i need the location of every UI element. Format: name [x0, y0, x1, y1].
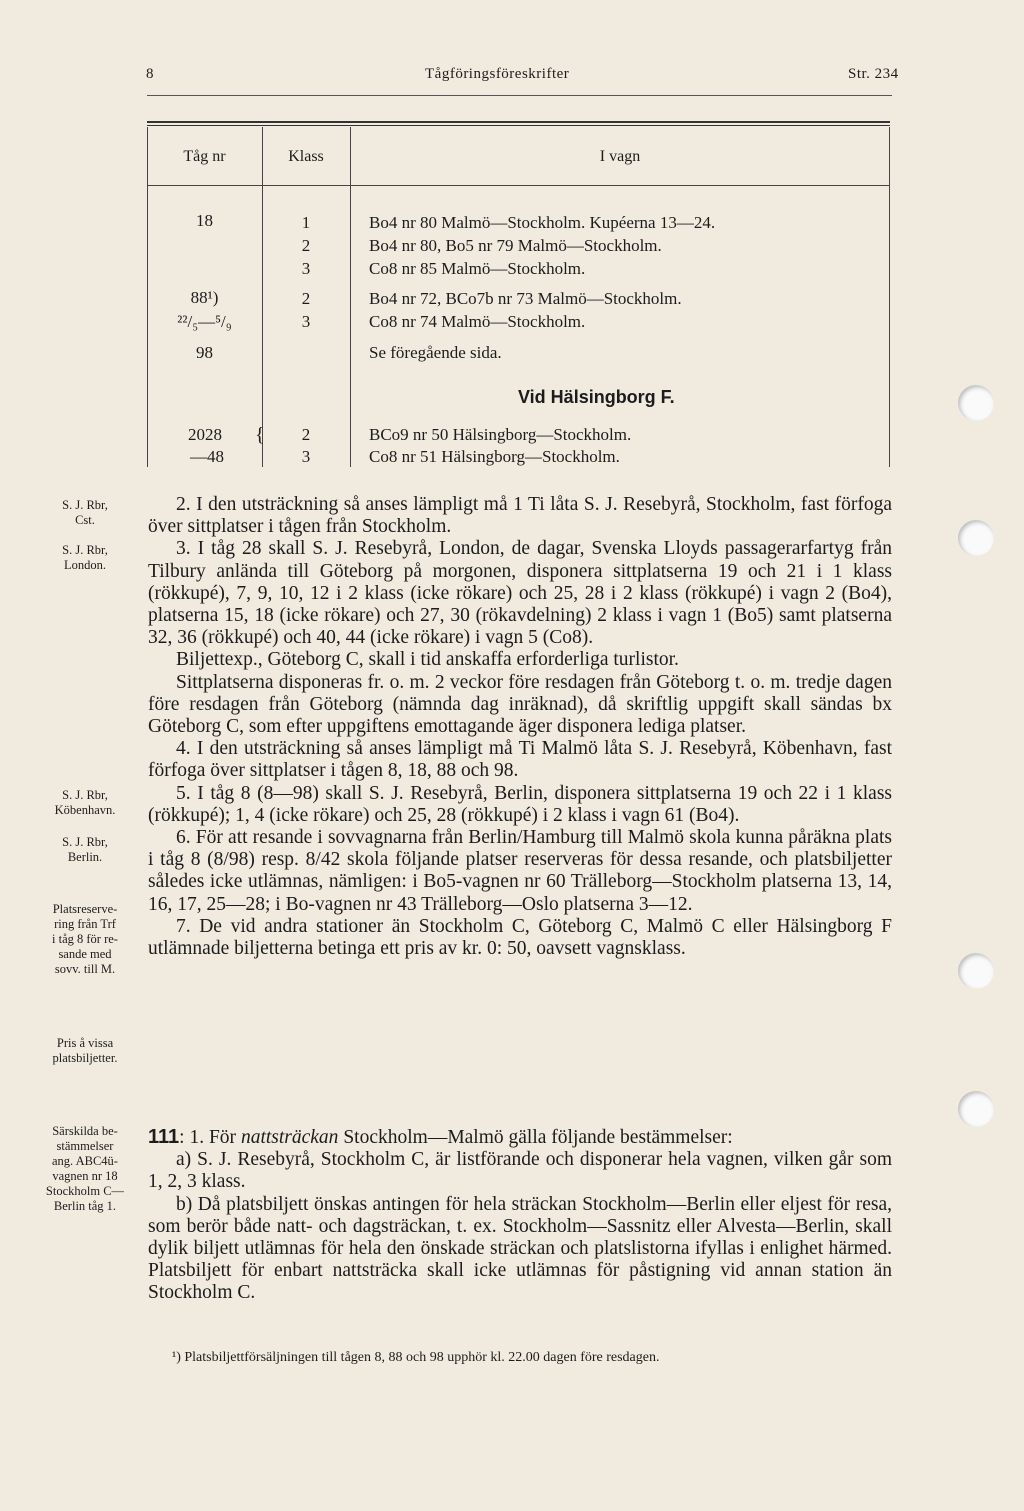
section-heading: Vid Hälsingborg F. — [518, 387, 675, 407]
header-rule — [147, 95, 892, 96]
binder-hole — [958, 953, 994, 989]
body-text — [148, 494, 892, 960]
brace-icon: { — [255, 424, 265, 446]
cell-tag: 98 — [196, 343, 213, 362]
cell-klass: 2 — [301, 289, 311, 308]
paragraph: Biljettexp., Göteborg C, skall i tid anskaffa erforderliga turlistor. — [176, 649, 679, 671]
cell-tag: 18 — [196, 211, 213, 230]
section-111-heading: 111: 1. För nattsträckan Stockholm—Malmö gälla följande bestämmelser: — [148, 1126, 733, 1148]
cell-vagn: Bo4 nr 80 Malmö—Stockholm. Kupéerna 13—24. — [369, 213, 716, 232]
cell-vagn: BCo9 nr 50 Hälsingborg—Stockholm. — [369, 425, 632, 444]
page-title: Tågföringsföreskrifter — [425, 66, 570, 82]
cell-vagn: Bo4 nr 72, BCo7b nr 73 Malmö—Stockholm. — [369, 289, 682, 308]
paragraph: a) S. J. Resebyrå, Stockholm C, är listförande och disponerar hela vagnen, vilken går som 1, 2, 3 klass. — [148, 1149, 892, 1193]
cell-vagn: Se föregående sida. — [369, 343, 502, 362]
column-header-tag: Tåg nr — [183, 148, 226, 165]
cell-klass: 3 — [301, 259, 311, 278]
cell-klass: 2 — [301, 425, 311, 444]
cell-klass: 2 — [301, 236, 311, 255]
margin-note: Pris å vissa platsbiljetter. — [52, 1036, 118, 1065]
margin-note: Platsreserve- ring från Trf i tåg 8 för re- sande med sovv. till M. — [52, 902, 118, 976]
column-header-vagn: I vagn — [599, 148, 641, 165]
cell-tag: —48 — [190, 447, 224, 466]
margin-note: S. J. Rbr, Köbenhavn. — [54, 788, 116, 817]
cell-klass: 3 — [301, 312, 311, 331]
binder-hole — [958, 520, 994, 556]
paragraph: 5. I tåg 8 (8—98) skall S. J. Resebyrå, Berlin, disponera sittplatserna 19 och 22 i 1 klass (rökkupé); 1, 4 (icke rökare) och 25, 28 (rökkupé) i 2 klass i vagn 61 (Bo4). — [148, 782, 892, 826]
cell-vagn: Bo4 nr 80, Bo5 nr 79 Malmö—Stockholm. — [369, 236, 662, 255]
cell-vagn: Co8 nr 85 Malmö—Stockholm. — [369, 259, 586, 278]
cell-tag: 88¹) — [190, 288, 219, 307]
section-111 — [148, 1126, 892, 1305]
table-header-rule — [147, 185, 890, 186]
margin-note: Särskilda be- stämmelser ang. ABC4ü- vagnen nr 18 Stockholm C— Berlin tåg 1. — [45, 1124, 125, 1213]
margin-note: S. J. Rbr, Berlin. — [62, 835, 108, 864]
binder-hole — [958, 385, 994, 421]
paragraph: 3. I tåg 28 skall S. J. Resebyrå, London, de dagar, Svenska Lloyds passagerarfartyg från Tilbury anlända till Göteborg på morgonen, disponera sittplatserna 19 och 21 i 1 klass (rökkupé), 7, 9, 10, 12 i 2 klass (icke rökare) och 25, 28 i 2 klass (rökkupé) i vagn 2 (Bo4), platserna 15, 18 (icke rökare) och 27, 30 (rökavdelning) 2 klass i vagn 1 (Bo5) samt platserna 32, 36 (rökkupé) och 40, 44 (icke rökare) i vagn 5 (Co8). — [148, 538, 892, 649]
page-reference: Str. 234 — [848, 66, 899, 82]
paragraph: b) Då platsbiljett önskas antingen för hela sträckan Stockholm—Berlin eller eljest för resa, som berör både natt- och dagsträckan, t. ex. Stockholm—Sassnitz eller Alvesta—Berlin, skall dylik biljett utlämnas för hela den önskade sträckan och platslistorna ifyllas i enlighet härmed. Platsbiljett för enbart nattsträcka skall icke utlämnas för påstigning vid annan station än Stockholm C. — [148, 1193, 892, 1304]
footnote: ¹) Platsbiljettförsäljningen till tågen 8, 88 och 98 upphör kl. 22.00 dagen före resdagen. — [172, 1350, 660, 1365]
table-col-line — [889, 127, 890, 467]
paragraph: 4. I den utsträckning så anses lämpligt må Ti Malmö låta S. J. Resebyrå, Köbenhavn, fast förfoga över sittplatser i tågen 8, 18, 88 och 98. — [148, 738, 892, 782]
paragraph: 2. I den utsträckning så anses lämpligt må 1 Ti låta S. J. Resebyrå, Stockholm, fast förfoga över sittplatser i tågen från Stockholm. — [148, 494, 892, 538]
table-top-rule — [147, 121, 890, 123]
page-number: 8 — [146, 66, 154, 82]
cell-klass: 1 — [301, 213, 311, 232]
margin-note: S. J. Rbr, London. — [62, 543, 108, 572]
table-col-line — [350, 127, 351, 467]
table-top-rule-2 — [147, 125, 890, 126]
section-number: 111 — [148, 1126, 180, 1148]
cell-klass: 3 — [301, 447, 311, 466]
paragraph: 6. För att resande i sovvagnarna från Berlin/Hamburg till Malmö skola kunna påräkna plats i tåg 8 (8/98) resp. 8/42 skola följande platser reserveras för dessa resande, och platsbiljetter således icke utlämnas, nämligen: i Bo5-vagnen nr 60 Trälleborg—Stockholm platserna 13, 14, 16, 17, 25—28; i Bo-vagnen nr 43 Trälleborg—Oslo platserna 3—12. — [148, 827, 892, 915]
paragraph: Sittplatserna disponeras fr. o. m. 2 veckor före resdagen från Göteborg t. o. m. tredje dagen före resdagen från Göteborg (nämnda dag inräknad), då skriftlig uppgift skall sändas bx Göteborg C, som efter uppgiftens emottagande äger disponera lediga platser. — [148, 671, 892, 738]
margin-note: S. J. Rbr, Cst. — [62, 498, 108, 527]
binder-hole — [958, 1091, 994, 1127]
paragraph: 7. De vid andra stationer än Stockholm C, Göteborg C, Malmö C eller Hälsingborg F utlämnade biljetterna betinga ett pris av kr. 0: 50, oavsett vagnsklass. — [148, 915, 892, 960]
cell-tag: 2028 — [188, 425, 222, 444]
cell-vagn: Co8 nr 74 Malmö—Stockholm. — [369, 312, 586, 331]
column-header-klass: Klass — [288, 148, 324, 165]
cell-vagn: Co8 nr 51 Hälsingborg—Stockholm. — [369, 447, 620, 466]
cell-tag: ²²/₅—⁵/₉ — [177, 312, 232, 331]
